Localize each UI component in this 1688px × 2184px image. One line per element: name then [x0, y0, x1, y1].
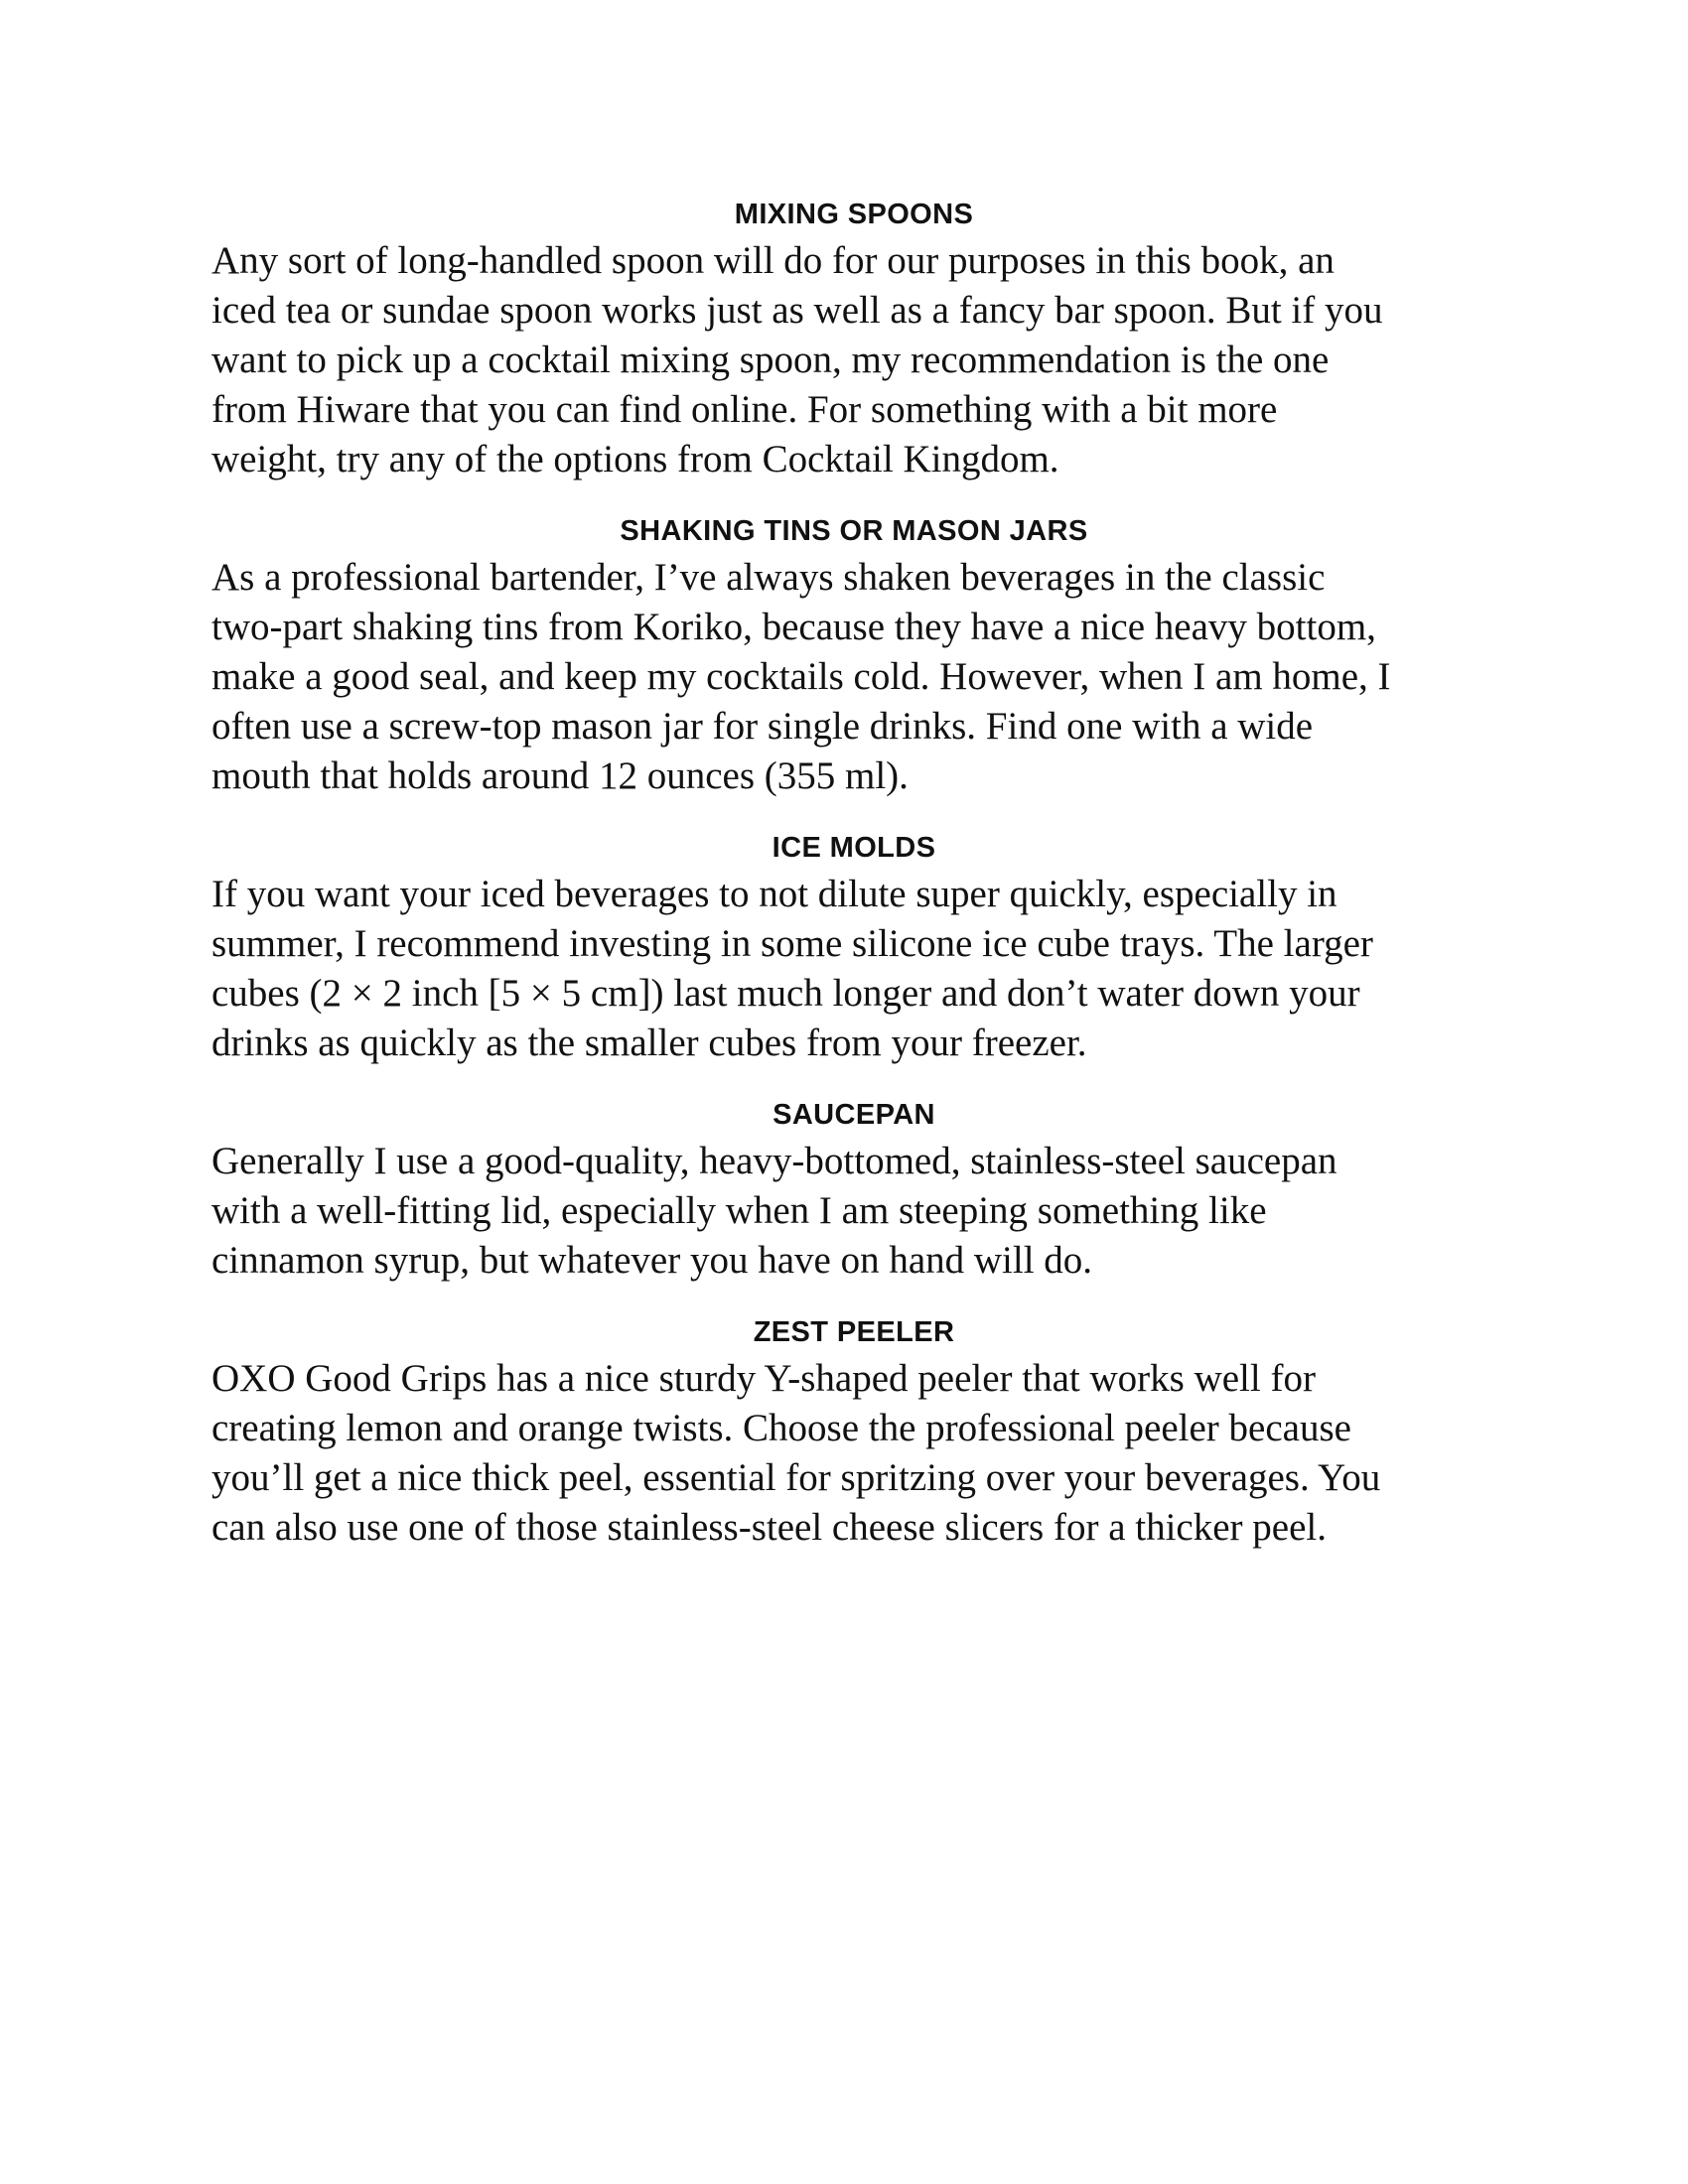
section-body — [211, 1354, 1492, 1553]
section-saucepan — [211, 1095, 1492, 1286]
text-line: can also use one of those stainless-steel cheese slicers for a thicker peel. — [211, 1506, 1327, 1549]
text-line: want to pick up a cocktail mixing spoon, my recommendation is the one — [211, 339, 1330, 381]
text-line: mouth that holds around 12 ounces (355 ml). — [211, 754, 909, 797]
page-content — [211, 195, 1492, 1553]
text-line: drinks as quickly as the smaller cubes from your freezer. — [211, 1022, 1087, 1064]
section-body — [211, 1137, 1492, 1286]
text-line: often use a screw-top mason jar for single drinks. Find one with a wide — [211, 705, 1314, 748]
section-body — [211, 553, 1492, 801]
section-heading: ICE MOLDS — [772, 832, 936, 864]
text-line: iced tea or sundae spoon works just as well as a fancy bar spoon. But if you — [211, 289, 1383, 332]
text-line: you’ll get a nice thick peel, essential for spritzing over your beverages. You — [211, 1456, 1381, 1499]
text-line: Any sort of long-handled spoon will do for our purposes in this book, an — [211, 239, 1335, 282]
section-shaking-tins — [211, 511, 1492, 801]
text-line: with a well-fitting lid, especially when I am steeping something like — [211, 1189, 1267, 1232]
section-body — [211, 236, 1492, 484]
text-line: Generally I use a good-quality, heavy-bottomed, stainless-steel saucepan — [211, 1140, 1337, 1182]
section-heading: SHAKING TINS OR MASON JARS — [620, 515, 1088, 547]
section-heading: SAUCEPAN — [773, 1099, 935, 1131]
text-line: from Hiware that you can find online. For something with a bit more — [211, 388, 1278, 431]
text-line: weight, try any of the options from Cocktail Kingdom. — [211, 438, 1059, 480]
text-line: cinnamon syrup, but whatever you have on hand will do. — [211, 1239, 1093, 1282]
section-heading: ZEST PEELER — [753, 1316, 955, 1348]
text-line: creating lemon and orange twists. Choose the professional peeler because — [211, 1407, 1351, 1449]
text-line: summer, I recommend investing in some silicone ice cube trays. The larger — [211, 922, 1373, 965]
section-ice-molds — [211, 828, 1492, 1068]
text-line: cubes (2 × 2 inch [5 × 5 cm]) last much longer and don’t water down your — [211, 972, 1360, 1015]
text-line: As a professional bartender, I’ve always shaken beverages in the classic — [211, 556, 1326, 599]
text-line: make a good seal, and keep my cocktails cold. However, when I am home, I — [211, 655, 1391, 698]
section-body — [211, 870, 1492, 1068]
text-line: OXO Good Grips has a nice sturdy Y-shaped peeler that works well for — [211, 1357, 1316, 1400]
text-line: If you want your iced beverages to not dilute super quickly, especially in — [211, 873, 1337, 915]
section-heading: MIXING SPOONS — [734, 199, 974, 230]
section-mixing-spoons — [211, 195, 1492, 484]
section-zest-peeler — [211, 1312, 1492, 1553]
text-line: two-part shaking tins from Koriko, because they have a nice heavy bottom, — [211, 606, 1376, 648]
